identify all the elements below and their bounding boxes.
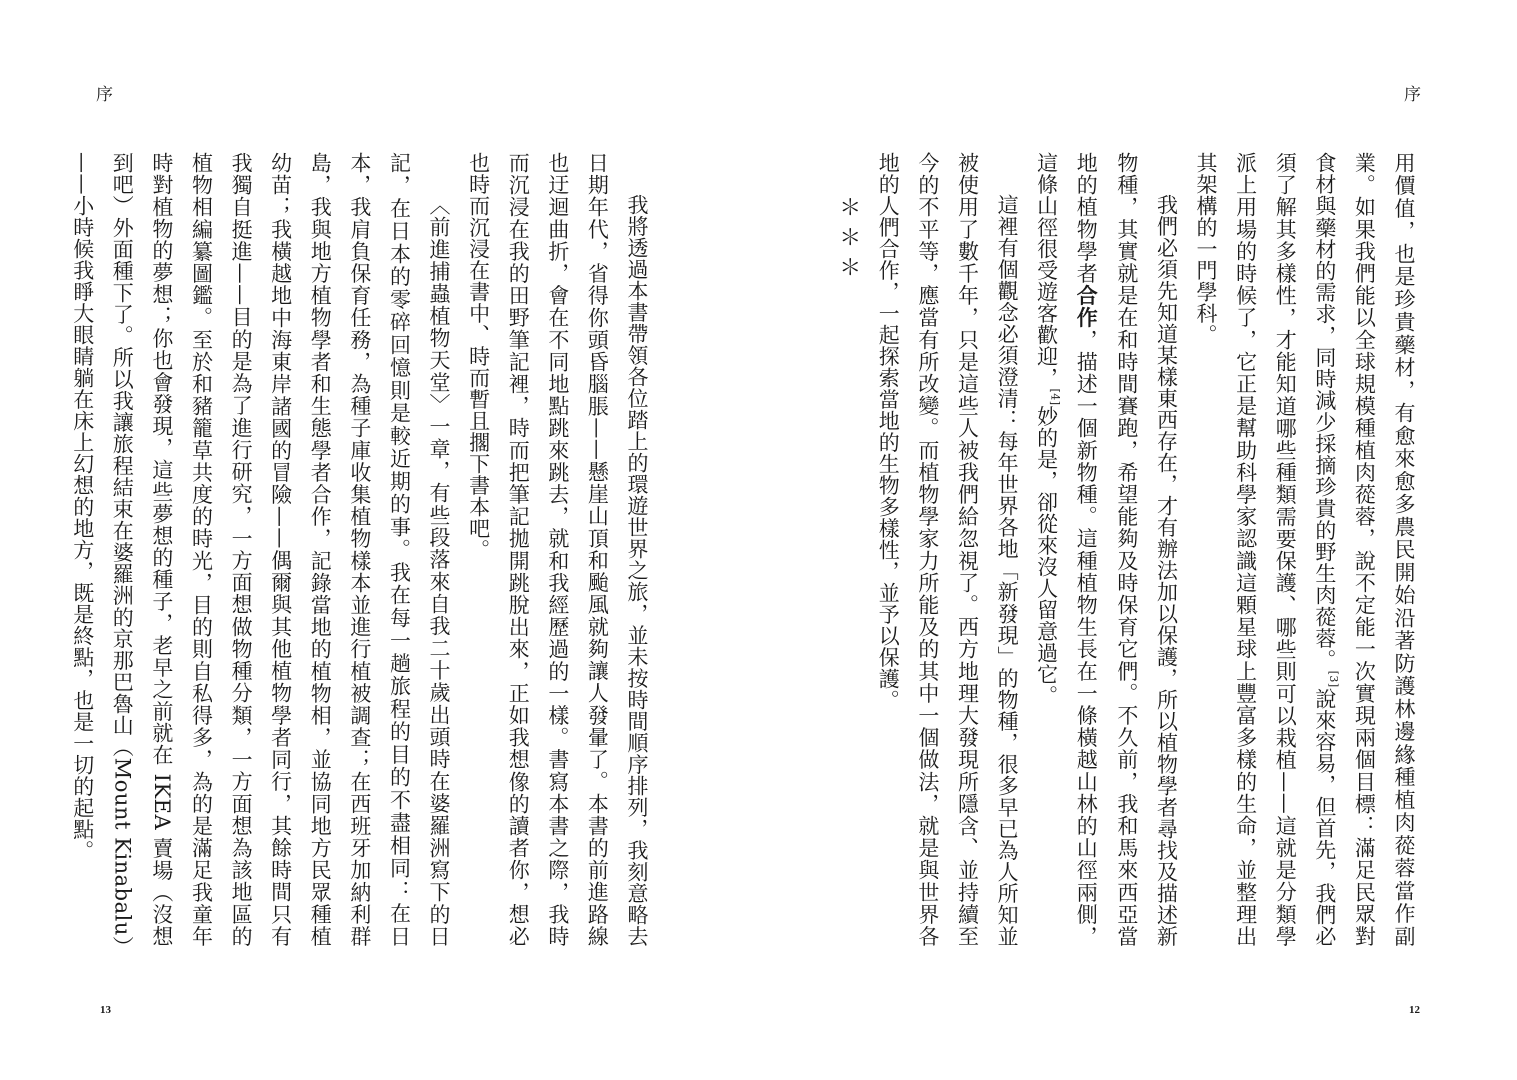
left-page — [0, 0, 758, 1080]
paragraph: 我將透過本書帶領各位踏上的環遊世界之旅，並未按時間順序排列，我刻意略去日期年代，省得你頭昏腦脹——懸崖山頂和颱風就夠讓人發暈了。本書的前進路線也迂迴曲折，會在不同地點跳來跳去，就和我經歷過的一樣。書寫本書之際，我時而沉浸在我的田野筆記裡，時而把筆記拋開跳脫出來，正如我想像的讀者你，想必也時而沉浸在書中、時而暫且擱下書本吧。 — [466, 152, 649, 947]
paragraph: 這裡有個觀念必須澄清：每年世界各地「新發現」的物種，很多早已為人所知並被使用了數千年，只是這些人被我們給忽視了。西方地理大發現所隱含、並持續至今的不平等，應當有所改變。而植物學家力所能及的其中一個做法，就是與世界各地的人們合作，一起探索當地的生物多樣性，並予以保護。 — [876, 152, 1020, 947]
paragraph-text: 用價值，也是珍貴藥材，有愈來愈多農民開始沿著防護林邊緣種植肉蓯蓉當作副業。如果我們能以全球規模種植肉蓯蓉，說不定能一次實現兩個目標：滿足民眾對食材與藥材的需求，同時減少採摘珍貴的野生肉蓯蓉。 — [1312, 152, 1416, 947]
left-body-text — [70, 152, 656, 947]
paragraph — [1026, 152, 1185, 947]
paragraph: 〈前進捕蟲植物天堂〉一章，有些段落來自我二十歲出頭時在婆羅洲寫下的日記，在日本的零碎回憶則是較近期的事。我在每一趟旅程的目的不盡相同：在日本，我肩負保育任務，為種子庫收集植物樣本並進行植被調查；在西班牙加納利群島，我與地方植物學者和生態學者合作，記錄當地的植物相，並協同地方民眾種植幼苗；我橫越地中海東岸諸國的冒險——偶爾與其他植物學者同行，其餘時間只有我獨自挺進——目的是為了進行研究，一方面想做物種分類，一方面想為該地區的植物相編纂圖鑑。至於和豬籠草共度的時光，目的則自私得多，為的是滿足我童年時對植物的夢想；你也會發現，這些夢想的種子，老早之前就在 IKEA 賣場（沒想到吧）外面種下了。所以我讓旅程結束在婆羅洲的京那巴魯山（Mount Kinabalu）——小時候我睜大眼睛躺在床上幻想的地方，既是終點，也是一切的起點。 — [70, 152, 452, 947]
running-head: 序 — [1404, 85, 1422, 105]
page-number: 13 — [100, 1004, 111, 1016]
footnote-marker: [4] — [1048, 388, 1062, 406]
section-break: ＊＊＊ — [835, 196, 861, 286]
paragraph — [1185, 152, 1423, 947]
paragraph-text: ，描述一個新物種。這種植物生長在一條橫越山林的山徑兩側，這條山徑很受遊客歡迎， — [1034, 152, 1099, 948]
page-number: 12 — [1409, 1004, 1420, 1016]
paragraph-text: 妙的是，卻從來沒人留意過它。 — [1034, 405, 1059, 707]
right-page — [758, 0, 1517, 1080]
paragraph-text: 我們必須先知道某樣東西存在，才有辦法加以保護，所以植物學者尋找及描述新物種，其實就是在和時間賽跑，希望能夠及時保育它們。不久前，我和馬來西亞當地的植物學者 — [1074, 152, 1179, 947]
footnote-marker: [3] — [1326, 670, 1340, 688]
running-head: 序 — [96, 85, 114, 105]
bold-term: 合作 — [1074, 284, 1100, 329]
paragraph-text: 說來容易，但首先，我們必須了解其多樣性，才能知道哪些種類需要保護、哪些則可以栽植——這就是分類學派上用場的時候了，它正是幫助科學家認識這顆星球上豐富多樣的生命，並整理出其架構的一門學科。 — [1194, 152, 1337, 948]
right-body-text — [835, 152, 1423, 948]
